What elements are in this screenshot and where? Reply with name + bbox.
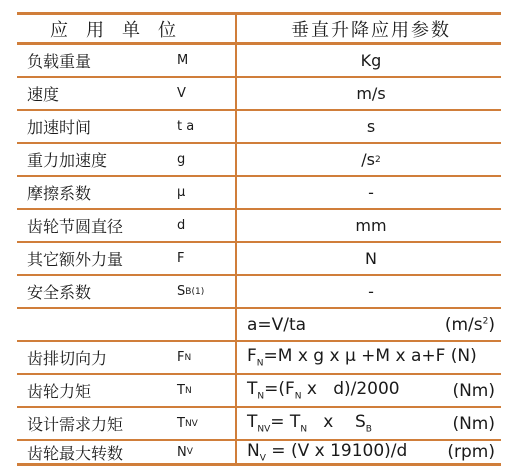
param-unit: - (368, 183, 374, 202)
formula-unit: (Nm) (452, 413, 495, 434)
formula-unit: $(m/s^2)$ (444, 314, 495, 335)
header-right: 垂直升降应用参数 (291, 19, 451, 41)
formula-row (17, 375, 501, 406)
formula-row (17, 408, 501, 439)
param-symbol: g (177, 152, 186, 167)
param-name: 齿排切向力 (27, 349, 108, 368)
param-symbol: S B (1) (177, 284, 205, 299)
formula-text: $N_V = (V$ x 19100)/d (247, 440, 408, 464)
param-name: 安全系数 (27, 283, 92, 302)
formula-row (17, 441, 501, 463)
formula (247, 441, 495, 463)
formula-text: $T_N=(F_N$ x d)/2000 (247, 379, 400, 402)
param-symbol: T NV (177, 416, 198, 431)
formula-unit: (rpm) (447, 442, 495, 462)
param-name: 加速时间 (27, 118, 92, 137)
table-row (17, 144, 501, 175)
formula-unit: (Nm) (452, 380, 495, 401)
table-row (17, 177, 501, 208)
param-unit: /s 2 (361, 150, 381, 169)
param-name: 齿轮力矩 (27, 382, 92, 401)
param-unit: Kg (360, 51, 382, 70)
header-left: 应用单位 (50, 19, 194, 41)
param-symbol: M (177, 53, 189, 68)
param-symbol: F N (177, 350, 192, 365)
param-unit: s (366, 117, 376, 136)
formula-row (17, 342, 501, 373)
param-symbol: N V (177, 444, 193, 460)
param-name: 齿轮节圆直径 (27, 217, 124, 236)
param-symbol: μ (177, 185, 186, 200)
formula-text: $F_N=M$ x g x μ +M x a+F (N) (247, 346, 477, 369)
param-name: 其它额外力量 (27, 250, 124, 269)
table-row (17, 78, 501, 109)
formula (247, 342, 495, 373)
param-name: 速度 (27, 85, 60, 104)
table-row (17, 45, 501, 76)
table-header (17, 15, 501, 42)
param-name: 摩擦系数 (27, 184, 92, 203)
param-symbol: T N (177, 383, 192, 398)
formula-text: $T_{NV}= T_N$ x $S_B$ (247, 412, 372, 435)
param-name: 齿轮最大转数 (27, 443, 124, 463)
table-row (17, 111, 501, 142)
table-row (17, 243, 501, 274)
table-row (17, 276, 501, 307)
param-name: 设计需求力矩 (27, 415, 124, 434)
param-unit: - (368, 282, 374, 301)
formula-text: a=V/ta (247, 314, 307, 335)
formula (247, 375, 495, 406)
param-symbol: t a (177, 119, 195, 134)
parameter-table (17, 12, 501, 466)
param-name: 负载重量 (27, 52, 92, 71)
accel-formula (247, 309, 495, 340)
formula (247, 408, 495, 439)
param-symbol: F (177, 251, 185, 266)
formula-row (17, 309, 501, 340)
param-symbol: V (177, 86, 186, 101)
param-unit: mm (355, 216, 387, 235)
param-name: 重力加速度 (27, 151, 108, 170)
param-unit: m/s (356, 84, 386, 103)
param-symbol: d (177, 218, 186, 233)
table-row (17, 210, 501, 241)
param-unit: N (365, 249, 377, 268)
